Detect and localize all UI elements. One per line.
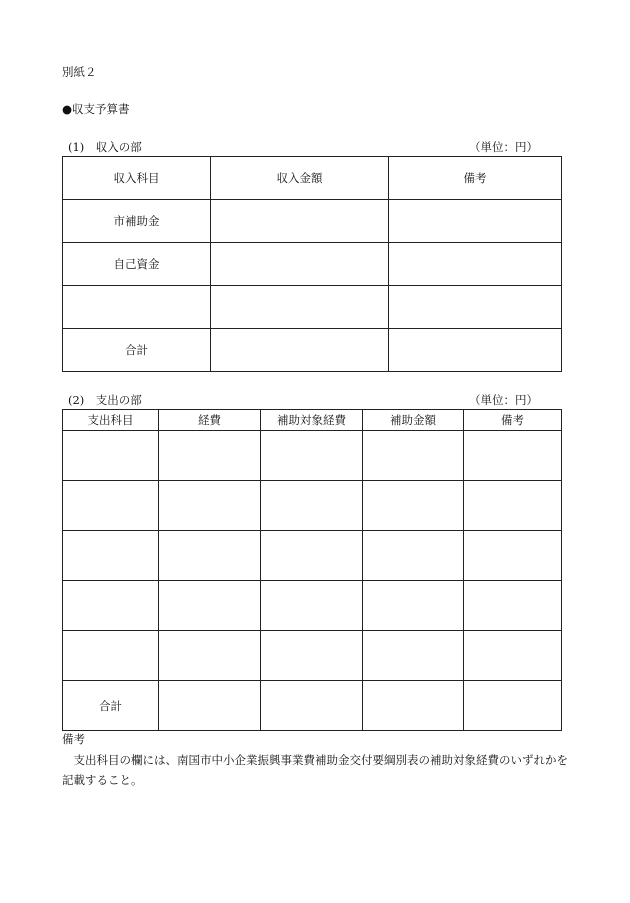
expense-remarks-cell <box>464 431 562 481</box>
expense-item-cell <box>63 481 159 531</box>
header-cell: 経費 <box>159 410 261 431</box>
expense-eligible-cost-cell <box>261 581 363 631</box>
expense-total-subsidy-cell <box>363 681 464 731</box>
income-total-remarks-cell <box>389 329 562 372</box>
expense-subsidy-cell <box>363 531 464 581</box>
table-header-row <box>63 410 562 431</box>
expense-cost-cell <box>159 431 261 481</box>
income-amount-cell <box>211 243 389 286</box>
expense-total-remarks-cell <box>464 681 562 731</box>
income-item-cell: 市補助金 <box>63 200 211 243</box>
expense-subsidy-cell <box>363 631 464 681</box>
expense-item-cell <box>63 581 159 631</box>
income-unit-label: （単位：円） <box>469 140 538 154</box>
expense-eligible-cost-cell <box>261 481 363 531</box>
table-row <box>63 631 562 681</box>
income-remarks-cell <box>389 200 562 243</box>
expense-total-eligible-cost-cell <box>261 681 363 731</box>
income-item-cell: 自己資金 <box>63 243 211 286</box>
expense-subsidy-cell <box>363 581 464 631</box>
expense-table <box>62 409 562 731</box>
expense-remarks-cell <box>464 631 562 681</box>
attachment-label: 別紙２ <box>62 65 97 79</box>
notes-title: 備考 <box>62 732 85 746</box>
expense-remarks-cell <box>464 581 562 631</box>
header-cell: 収入科目 <box>63 157 211 200</box>
income-total-amount-cell <box>211 329 389 372</box>
expense-cost-cell <box>159 531 261 581</box>
income-remarks-cell <box>389 286 562 329</box>
expense-remarks-cell <box>464 531 562 581</box>
expense-subsidy-cell <box>363 481 464 531</box>
income-section-header <box>62 139 560 155</box>
table-row <box>63 581 562 631</box>
expense-eligible-cost-cell <box>261 531 363 581</box>
expense-subsidy-cell <box>363 431 464 481</box>
table-total-row <box>63 329 562 372</box>
expense-item-cell <box>63 431 159 481</box>
income-remarks-cell <box>389 243 562 286</box>
notes-text: 支出科目の欄には、南国市中小企業振興事業費補助金交付要綱別表の補助対象経費のいずれかを記載すること。 <box>62 753 568 787</box>
header-cell: 収入金額 <box>211 157 389 200</box>
expense-section-header <box>62 392 560 408</box>
expense-eligible-cost-cell <box>261 631 363 681</box>
expense-total-cost-cell <box>159 681 261 731</box>
header-cell: 補助対象経費 <box>261 410 363 431</box>
income-section-label: (1) 収入の部 <box>68 140 142 154</box>
expense-section-label: (2) 支出の部 <box>68 393 142 407</box>
table-row <box>63 243 562 286</box>
expense-cost-cell <box>159 481 261 531</box>
document-title: ●収支予算書 <box>62 102 130 116</box>
header-cell: 備考 <box>389 157 562 200</box>
table-row <box>63 481 562 531</box>
expense-remarks-cell <box>464 481 562 531</box>
table-row <box>63 286 562 329</box>
expense-item-cell <box>63 531 159 581</box>
income-amount-cell <box>211 286 389 329</box>
expense-item-cell <box>63 631 159 681</box>
table-header-row <box>63 157 562 200</box>
header-cell: 支出科目 <box>63 410 159 431</box>
expense-eligible-cost-cell <box>261 431 363 481</box>
table-row <box>63 200 562 243</box>
table-total-row <box>63 681 562 731</box>
expense-cost-cell <box>159 631 261 681</box>
expense-cost-cell <box>159 581 261 631</box>
table-row <box>63 531 562 581</box>
table-row <box>63 431 562 481</box>
income-total-label: 合計 <box>63 329 211 372</box>
income-table <box>62 156 562 372</box>
header-cell: 補助金額 <box>363 410 464 431</box>
income-amount-cell <box>211 200 389 243</box>
income-item-cell <box>63 286 211 329</box>
expense-total-label: 合計 <box>63 681 159 731</box>
header-cell: 備考 <box>464 410 562 431</box>
expense-unit-label: （単位：円） <box>469 393 538 407</box>
